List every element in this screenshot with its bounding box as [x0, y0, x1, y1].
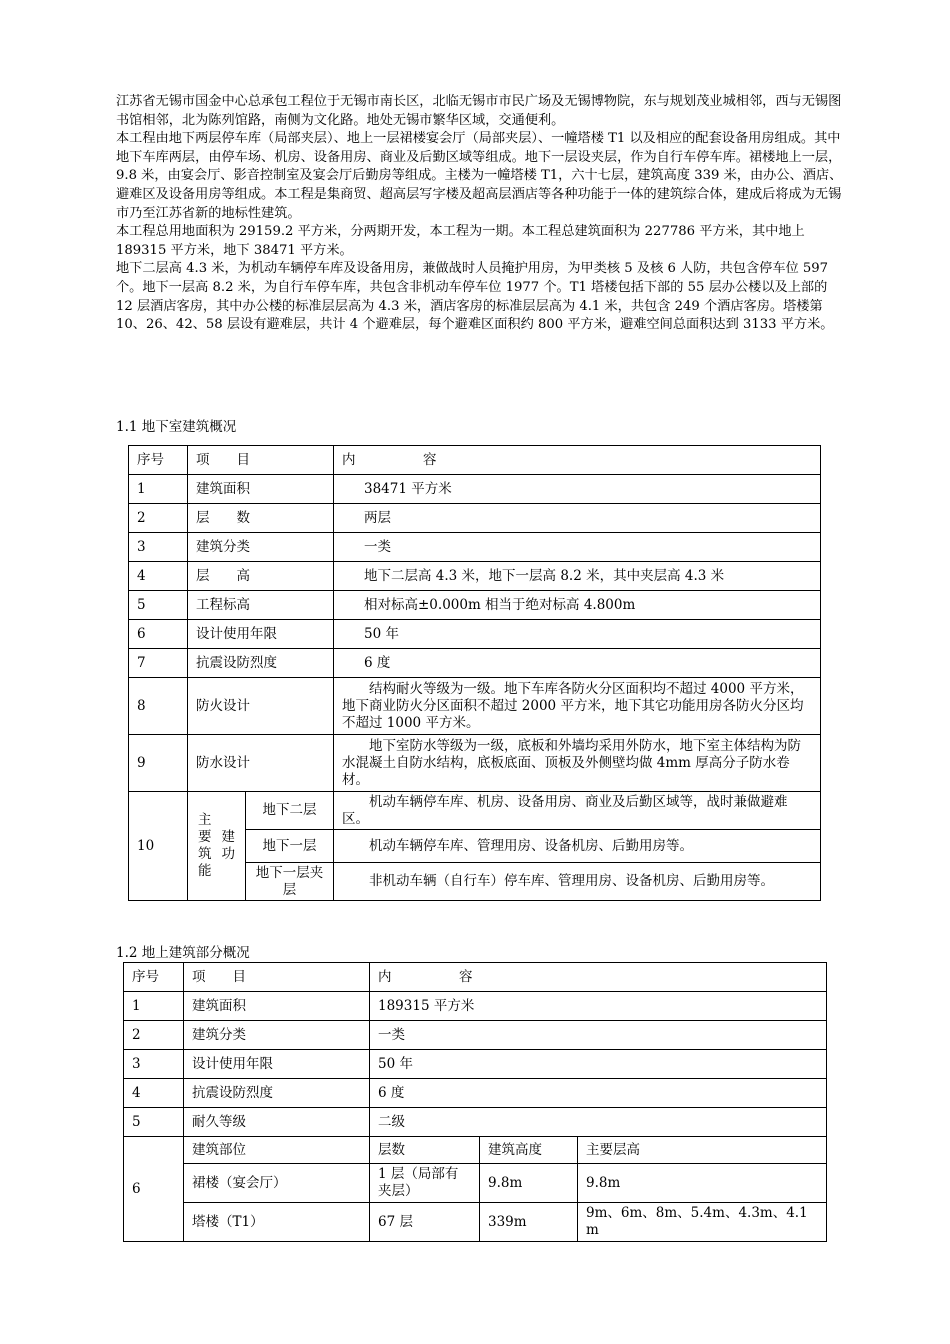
section-1-title: 1.1 地下室建筑概况 — [116, 419, 237, 435]
subrow-part: 裙楼（宴会厅） — [184, 1164, 370, 1203]
subrow-floor: 地下一层 — [246, 830, 334, 863]
row-no: 5 — [124, 1108, 184, 1137]
header-item: 项 目 — [184, 963, 370, 992]
subrow-content: 机动车辆停车库、管理用房、设备机房、后勤用房等。 — [334, 830, 821, 863]
row-content: 50 年 — [334, 620, 821, 649]
row-item: 抗震设防烈度 — [188, 649, 334, 678]
intro-paragraph: 本工程总用地面积为 29159.2 平方米，分两期开发，本工程为一期。本工程总建筑面积为 227786 平方米，其中地上 189315 平方米，地下 38471 平方米。 — [116, 224, 805, 258]
table-row — [124, 1021, 827, 1050]
table-row — [124, 1079, 827, 1108]
subrow-floors: 1 层（局部有夹层） — [370, 1164, 480, 1203]
header-item: 项 目 — [188, 446, 334, 475]
row-item: 层 数 — [188, 504, 334, 533]
subrow-story: 9.8m — [578, 1164, 827, 1203]
table-row — [129, 591, 821, 620]
table-row — [124, 1108, 827, 1137]
row-content: 50 年 — [370, 1050, 827, 1079]
subrow-part: 塔楼（T1） — [184, 1203, 370, 1242]
header-no: 序号 — [129, 446, 188, 475]
table-row — [129, 678, 821, 735]
subrow-height: 339m — [480, 1203, 578, 1242]
table-row — [129, 475, 821, 504]
subheader-story: 主要层高 — [578, 1137, 827, 1164]
row-content: 相对标高±0.000m 相当于绝对标高 4.800m — [334, 591, 821, 620]
table-row — [124, 1050, 827, 1079]
row-item: 抗震设防烈度 — [184, 1079, 370, 1108]
table-header-row — [124, 963, 827, 992]
row-item: 层 高 — [188, 562, 334, 591]
row-content: 6 度 — [370, 1079, 827, 1108]
row-content: 二级 — [370, 1108, 827, 1137]
section-2-title: 1.2 地上建筑部分概况 — [116, 945, 250, 961]
row-item: 工程标高 — [188, 591, 334, 620]
subheader-part: 建筑部位 — [184, 1137, 370, 1164]
row-content: 两层 — [334, 504, 821, 533]
table-row — [129, 735, 821, 792]
row-content: 地下室防水等级为一级，底板和外墙均采用外防水，地下室主体结构为防水混凝土自防水结构，底板底面、顶板及外侧壁均做 4mm 厚高分子防水卷材。 — [334, 735, 821, 792]
row-item: 设计使用年限 — [188, 620, 334, 649]
subrow-content: 机动车辆停车库、机房、设备用房、商业及后勤区域等，战时兼做避难区。 — [334, 792, 821, 830]
intro-paragraph: 江苏省无锡市国金中心总承包工程位于无锡市南长区，北临无锡市市民广场及无锡博物院，东与规划茂业城相邻，西与无锡图书馆相邻，北为陈列馆路，南侧为文化路。地处无锡市繁华区域，交通便利。 — [116, 94, 842, 128]
row-no: 2 — [124, 1021, 184, 1050]
subrow-story: 9m、6m、8m、5.4m、4.3m、4.1m — [578, 1203, 827, 1242]
row-content: 6 度 — [334, 649, 821, 678]
subheader-floors: 层数 — [370, 1137, 480, 1164]
row-content: 一类 — [334, 533, 821, 562]
row-item: 主 要建 筑功能 — [188, 792, 246, 901]
row-no: 4 — [124, 1079, 184, 1108]
row-no: 3 — [129, 533, 188, 562]
row-item: 耐久等级 — [184, 1108, 370, 1137]
row-content: 结构耐火等级为一级。地下车库各防火分区面积均不超过 4000 平方米，地下商业防火分区面积不超过 2000 平方米，地下其它功能用房各防火分区均不超过 1000 平方米。 — [334, 678, 821, 735]
header-no: 序号 — [124, 963, 184, 992]
row-no: 10 — [129, 792, 188, 901]
row-no: 6 — [124, 1137, 184, 1242]
intro-text — [116, 93, 848, 335]
subrow-height: 9.8m — [480, 1164, 578, 1203]
table-row — [129, 649, 821, 678]
row-no: 8 — [129, 678, 188, 735]
row-no: 5 — [129, 591, 188, 620]
table-row — [124, 1203, 827, 1242]
subrow-floor: 地下一层夹层 — [246, 863, 334, 901]
table-row — [129, 504, 821, 533]
table-row — [124, 1164, 827, 1203]
row-no: 9 — [129, 735, 188, 792]
row-item: 防水设计 — [188, 735, 334, 792]
row-no: 2 — [129, 504, 188, 533]
row-content: 地下二层高 4.3 米，地下一层高 8.2 米，其中夹层高 4.3 米 — [334, 562, 821, 591]
subrow-floor: 地下二层 — [246, 792, 334, 830]
table-row — [129, 620, 821, 649]
table-row — [129, 533, 821, 562]
row-item: 建筑面积 — [184, 992, 370, 1021]
subrow-floors: 67 层 — [370, 1203, 480, 1242]
row-no: 4 — [129, 562, 188, 591]
table-row — [124, 992, 827, 1021]
table-header-row — [129, 446, 821, 475]
subrow-content: 非机动车辆（自行车）停车库、管理用房、设备机房、后勤用房等。 — [334, 863, 821, 901]
row-no: 6 — [129, 620, 188, 649]
basement-table — [128, 445, 821, 901]
row-item: 防火设计 — [188, 678, 334, 735]
row-no: 1 — [124, 992, 184, 1021]
header-content: 内 容 — [370, 963, 827, 992]
row-content: 38471 平方米 — [334, 475, 821, 504]
row-item: 设计使用年限 — [184, 1050, 370, 1079]
above-ground-table — [123, 962, 827, 1242]
intro-paragraph: 地下二层高 4.3 米，为机动车辆停车库及设备用房，兼做战时人员掩护用房，为甲类核 5 及核 6 人防，共包含停车位 597 个。地下一层高 8.2 米，为自行车停车库，共包含非机动车停车位 1977 个。T1 塔楼包括下部的 55 层办公楼以及上部的 12 层酒店客房，其中办公楼的标准层层高为 4.3 米，酒店客房的标准层层高为 4.1 米，共包含 249 个酒店客房。塔楼第 10、26、42、58 层设有避难层，共计 4 个避难层，每个避难区面积约 800 平方米，避难空间总面积达到 3133 平方米。 — [116, 261, 834, 333]
row-no: 3 — [124, 1050, 184, 1079]
row-item: 建筑面积 — [188, 475, 334, 504]
row-content: 一类 — [370, 1021, 827, 1050]
table-row — [129, 792, 821, 830]
table-row — [129, 562, 821, 591]
row-item: 建筑分类 — [184, 1021, 370, 1050]
header-content: 内 容 — [334, 446, 821, 475]
row-no: 1 — [129, 475, 188, 504]
intro-paragraph: 本工程由地下两层停车库（局部夹层）、地上一层裙楼宴会厅（局部夹层）、一幢塔楼 T1 以及相应的配套设备用房组成。其中地下车库两层，由停车场、机房、设备用房、商业及后勤区域等组成。地下一层设夹层，作为自行车停车库。裙楼地上一层，9.8 米，由宴会厅、影音控制室及宴会厅后勤房等组成。主楼为一幢塔楼 T1，六十七层，建筑高度 339 米，由办公、酒店、避难区及设备用房等组成。本工程是集商贸、超高层写字楼及超高层酒店等各种功能于一体的建筑综合体，建成后将成为无锡市乃至江苏省新的地标性建筑。 — [116, 131, 843, 221]
table-row — [124, 1137, 827, 1164]
row-item: 建筑分类 — [188, 533, 334, 562]
subheader-height: 建筑高度 — [480, 1137, 578, 1164]
row-no: 7 — [129, 649, 188, 678]
row-content: 189315 平方米 — [370, 992, 827, 1021]
